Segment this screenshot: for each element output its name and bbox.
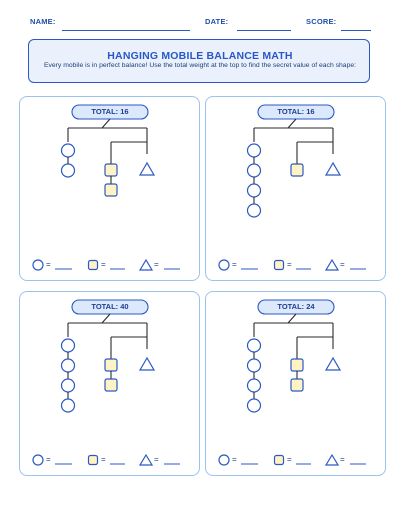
circle-weight (248, 399, 261, 412)
name-label: NAME: (30, 17, 56, 26)
circle-equals: = (46, 260, 51, 269)
circle-weight (248, 339, 261, 352)
circle-weight (62, 359, 75, 372)
mobile-card-4 (205, 291, 386, 476)
mobile-card-1 (19, 96, 200, 281)
circle-weight (62, 339, 75, 352)
total-weight: TOTAL: 16 (277, 107, 315, 116)
total-weight: TOTAL: 16 (91, 107, 129, 116)
circle-weight (62, 399, 75, 412)
circle-weight (248, 204, 261, 217)
total-weight: TOTAL: 24 (277, 302, 315, 311)
mobile-diagram (206, 292, 387, 477)
mobile-diagram (20, 97, 201, 282)
triangle-weight (140, 163, 154, 175)
mobile-card-3 (19, 291, 200, 476)
triangle-icon (326, 455, 338, 465)
square-icon (275, 261, 284, 270)
square-icon (89, 456, 98, 465)
square-icon (89, 261, 98, 270)
triangle-equals: = (340, 455, 345, 464)
circle-equals: = (232, 260, 237, 269)
name-line[interactable] (62, 30, 190, 31)
date-line[interactable] (237, 30, 291, 31)
hanger-string (102, 119, 110, 128)
circle-weight (248, 164, 261, 177)
triangle-weight (326, 358, 340, 370)
triangle-equals: = (154, 455, 159, 464)
total-weight: TOTAL: 40 (91, 302, 129, 311)
circle-weight (62, 164, 75, 177)
square-weight (291, 359, 303, 371)
square-weight (291, 164, 303, 176)
circle-icon (33, 260, 43, 270)
triangle-icon (140, 260, 152, 270)
square-equals: = (101, 455, 106, 464)
triangle-icon (140, 455, 152, 465)
square-weight (105, 359, 117, 371)
worksheet-instructions: Every mobile is in perfect balance! Use the total weight at the top to find the secret value of each shape: (43, 62, 357, 69)
mobile-diagram (206, 97, 387, 282)
circle-icon (33, 455, 43, 465)
square-weight (291, 379, 303, 391)
square-weight (105, 164, 117, 176)
circle-equals: = (232, 455, 237, 464)
hanger-string (288, 314, 296, 323)
date-label: DATE: (205, 17, 229, 26)
triangle-icon (326, 260, 338, 270)
mobile-card-2 (205, 96, 386, 281)
square-equals: = (101, 260, 106, 269)
circle-weight (248, 359, 261, 372)
square-weight (105, 379, 117, 391)
worksheet-title: HANGING MOBILE BALANCE MATH (107, 50, 293, 62)
circle-weight (248, 184, 261, 197)
triangle-equals: = (154, 260, 159, 269)
circle-weight (62, 379, 75, 392)
triangle-weight (140, 358, 154, 370)
score-line[interactable] (341, 30, 371, 31)
triangle-weight (326, 163, 340, 175)
mobile-diagram (20, 292, 201, 477)
circle-weight (62, 144, 75, 157)
circle-icon (219, 260, 229, 270)
score-label: SCORE: (306, 17, 337, 26)
hanger-string (102, 314, 110, 323)
circle-equals: = (46, 455, 51, 464)
square-equals: = (287, 260, 292, 269)
triangle-equals: = (340, 260, 345, 269)
circle-icon (219, 455, 229, 465)
hanger-string (288, 119, 296, 128)
square-weight (105, 184, 117, 196)
square-icon (275, 456, 284, 465)
circle-weight (248, 144, 261, 157)
circle-weight (248, 379, 261, 392)
square-equals: = (287, 455, 292, 464)
